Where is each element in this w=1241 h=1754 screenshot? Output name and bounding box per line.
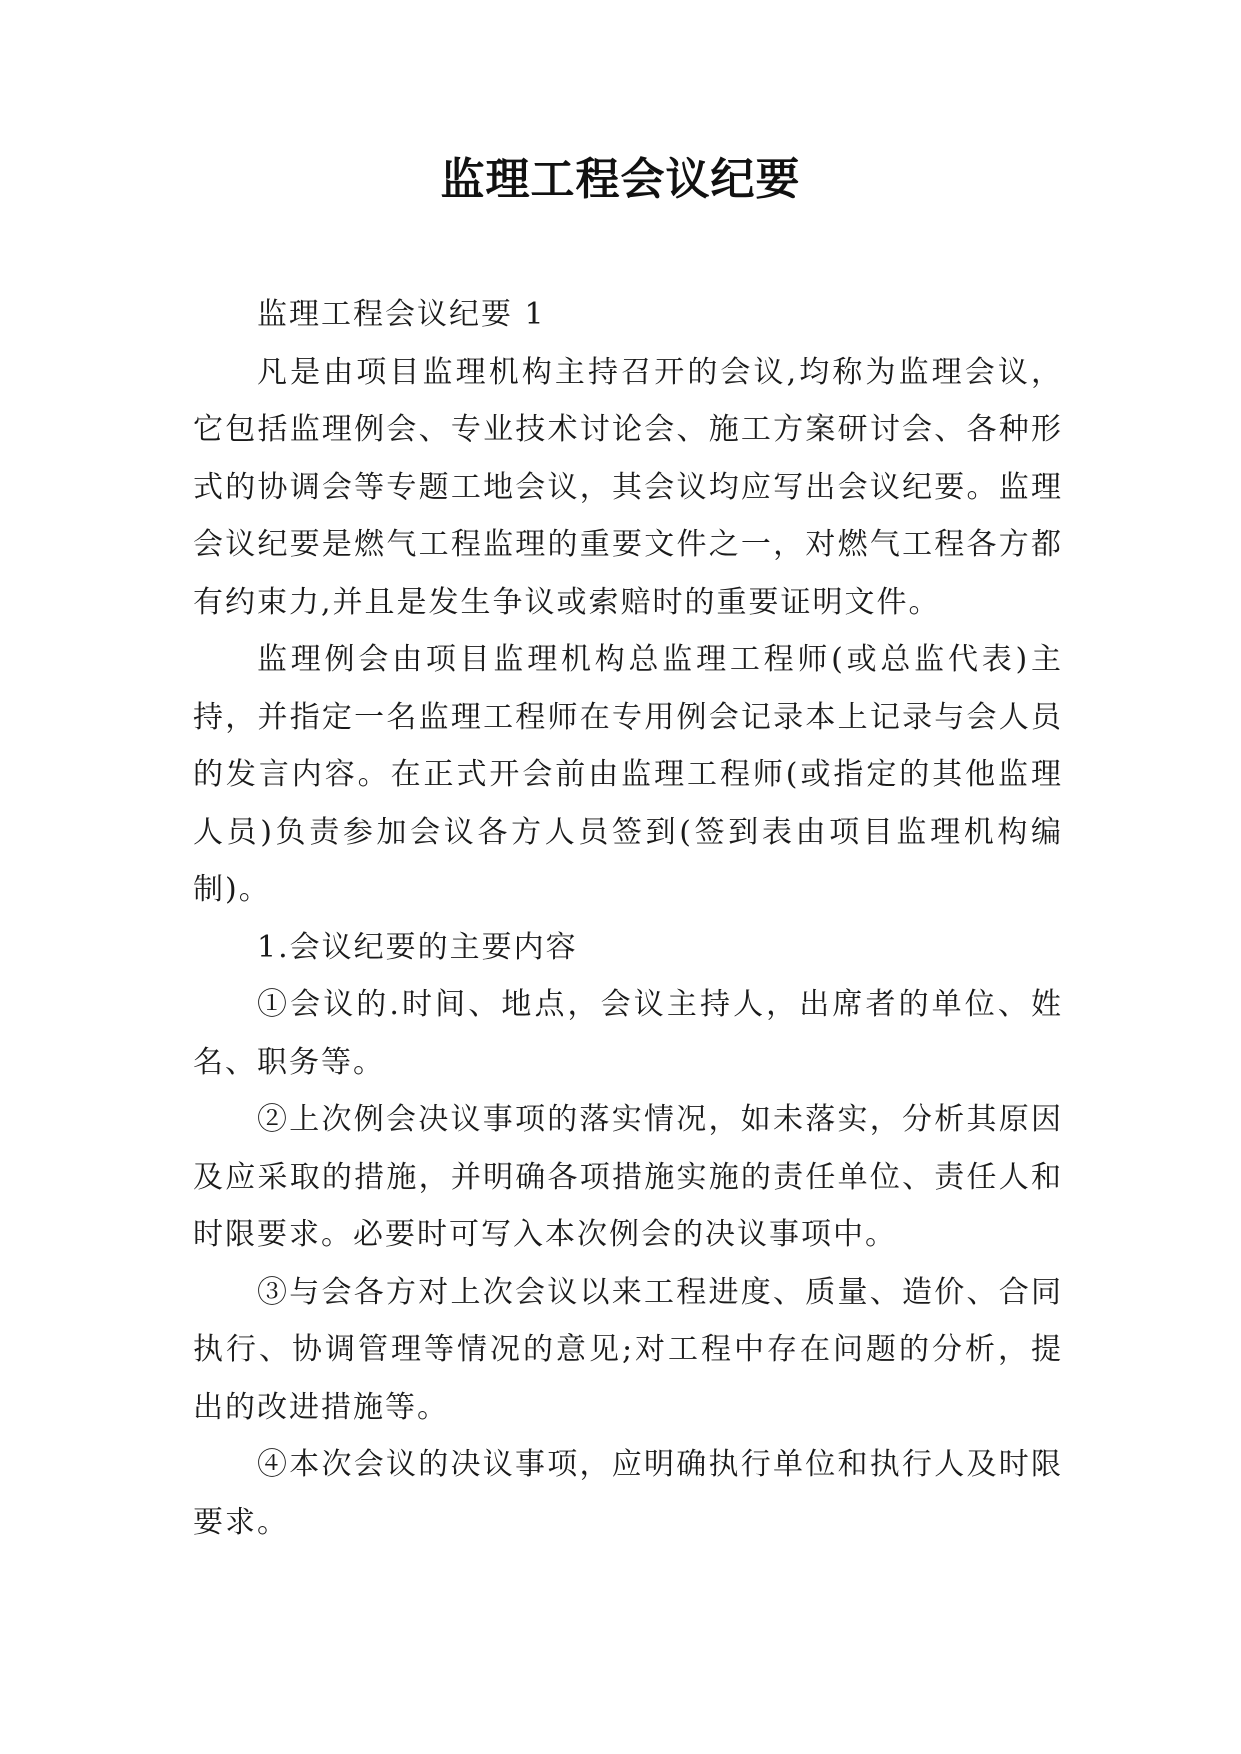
- section-heading: 监理工程会议纪要 1: [257, 297, 546, 332]
- list-item-4: ④本次会议的决议事项，应明确执行单位和执行人及时限要求。: [193, 1447, 1063, 1540]
- paragraph-subheading: 1.会议纪要的主要内容: [257, 929, 578, 965]
- list-item-2: ②上次例会决议事项的落实情况，如未落实，分析其原因及应采取的措施，并明确各项措施实施的责任单位、责任人和时限要求。必要时可写入本次例会的决议事项中。: [193, 1102, 1063, 1252]
- list-item-1: ①会议的.时间、地点，会议主持人，出席者的单位、姓名、职务等。: [193, 987, 1063, 1080]
- document-body: [193, 286, 1063, 1551]
- document-title: 监理工程会议纪要: [440, 154, 801, 205]
- paragraph-meeting-host: 监理例会由项目监理机构总监理工程师(或总监代表)主持，并指定一名监理工程师在专用例会记录本上记录与会人员的发言内容。在正式开会前由监理工程师(或指定的其他监理人员)负责参加会议各方人员签到(签到表由项目监理机构编制)。: [193, 642, 1063, 907]
- list-item-3: ③与会各方对上次会议以来工程进度、质量、造价、合同执行、协调管理等情况的意见;对工程中存在问题的分析，提出的改进措施等。: [193, 1274, 1063, 1425]
- paragraph-intro: 凡是由项目监理机构主持召开的会议,均称为监理会议，它包括监理例会、专业技术讨论会、施工方案研讨会、各种形式的协调会等专题工地会议，其会议均应写出会议纪要。监理会议纪要是燃气工程监理的重要文件之一，对燃气工程各方都有约束力,并且是发生争议或索赔时的重要证明文件。: [193, 354, 1063, 620]
